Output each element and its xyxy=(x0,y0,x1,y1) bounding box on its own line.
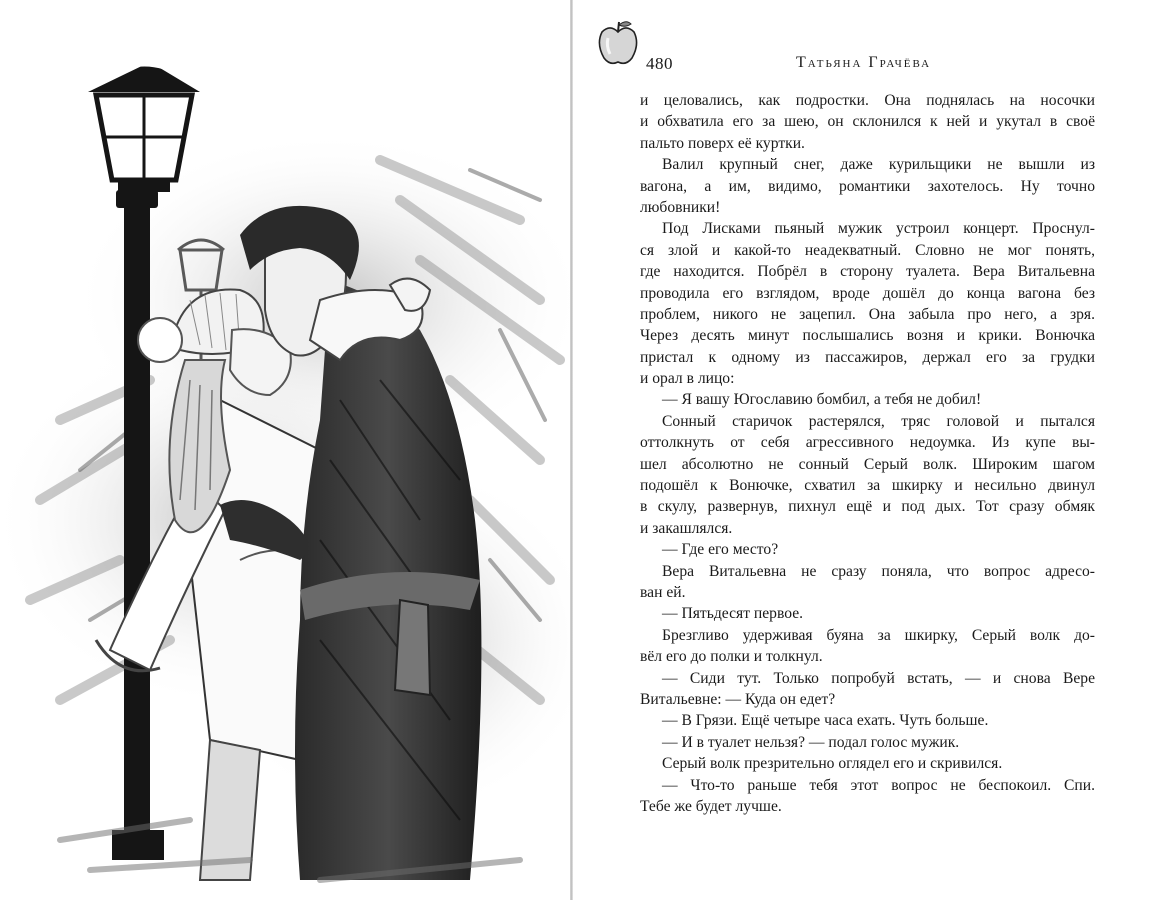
page-number: 480 xyxy=(646,54,673,73)
text-line: где находится. Побрёл в сторону туалета. Вера Витальевна xyxy=(640,263,1095,281)
text-line: Сонный старичок растерялся, тряс головой и пытался xyxy=(662,412,1095,430)
running-head xyxy=(590,18,1130,78)
text-line: пристал к одному из пассажиров, держал его за грудки xyxy=(640,348,1095,366)
text-line: Вера Витальевна не сразу поняла, что вопрос адресо- xyxy=(662,562,1095,580)
text-line: Брезгливо удерживая буяна за шкирку, Серый волк до- xyxy=(662,626,1095,644)
text-line: шел абсолютно не сонный Серый волк. Широким шагом xyxy=(640,455,1095,473)
text-line: — Что-то раньше тебя этот вопрос не беспокоил. Спи. xyxy=(662,776,1095,794)
text-line: — Я вашу Югославию бомбил, а тебя не добил! xyxy=(662,391,982,409)
text-line: вагона, а им, видимо, романтики захотелось. Ну точно xyxy=(640,177,1095,195)
text-line: Серый волк презрительно оглядел его и скривился. xyxy=(662,755,1003,773)
text-line: и целовались, как подростки. Она поднялась на носочки xyxy=(640,92,1095,109)
text-line: любовники! xyxy=(640,198,721,216)
text-line: и орал в лицо: xyxy=(640,370,735,388)
text-line: проблем, никого не зацепил. Она забыла про него, а зря. xyxy=(640,305,1095,323)
book-author: Татьяна Грачёва xyxy=(796,54,932,71)
text-line: вёл его до полки и толкнул. xyxy=(640,648,823,666)
text-line: проводила его взглядом, вроде дошёл до конца вагона без xyxy=(640,284,1095,302)
left-page xyxy=(0,0,571,900)
text-line: в скулу, развернув, пихнул ещё и под дых. Тот сразу обмяк xyxy=(640,498,1095,516)
apple-icon xyxy=(596,18,640,68)
text-line: Через десять минут послышались возня и крики. Вонючка xyxy=(640,327,1095,345)
text-line: — И в туалет нельзя? — подал голос мужик. xyxy=(662,733,960,751)
text-line: оттолкнуть от себя агрессивного недоумка. Из купе вы- xyxy=(640,434,1095,452)
text-line: — В Грязи. Ещё четыре часа ехать. Чуть больше. xyxy=(662,712,989,730)
text-line: Валил крупный снег, даже курильщики не вышли из xyxy=(662,156,1095,174)
body-text xyxy=(640,90,1095,817)
text-line: Тебе же будет лучше. xyxy=(640,797,782,815)
couple-kissing-under-streetlamp-illustration xyxy=(0,0,571,900)
text-line: Под Лисками пьяный мужик устроил концерт. Проснул- xyxy=(662,220,1095,238)
text-line: и закашлялся. xyxy=(640,519,733,537)
text-line: — Пятьдесят первое. xyxy=(662,605,804,623)
text-line: подошёл к Вонючке, схватил за шкирку и несильно двинул xyxy=(640,477,1095,495)
text-line: — Сиди тут. Только попробуй встать, — и снова Вере xyxy=(662,669,1095,687)
text-line: и обхватила его за шею, он склонился к ней и укутал в своё xyxy=(640,113,1095,131)
text-line: ся злой и какой-то неадекватный. Словно не мог понять, xyxy=(640,241,1095,259)
text-line: пальто поверх её куртки. xyxy=(640,134,805,152)
text-line: ван ей. xyxy=(640,583,686,601)
text-line: Витальевне: — Куда он едет? xyxy=(640,690,836,708)
text-line: — Где его место? xyxy=(662,541,779,559)
